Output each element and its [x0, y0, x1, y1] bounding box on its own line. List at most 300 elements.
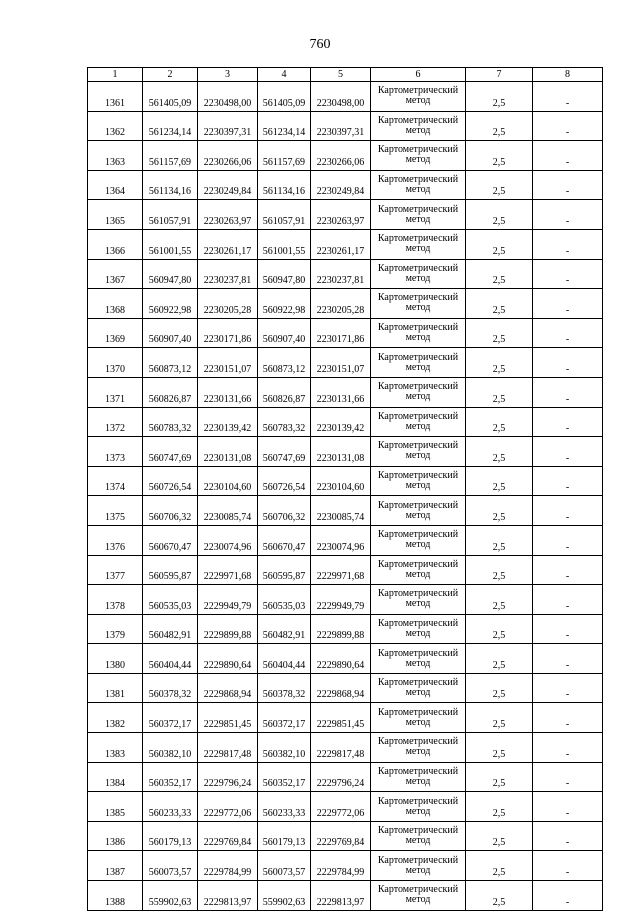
x-coordinate-alt-cell: 560670,47 — [258, 525, 311, 555]
x-coordinate-alt-cell: 561134,16 — [258, 170, 311, 200]
method-line-2: метод — [405, 420, 431, 432]
note-cell: - — [533, 585, 603, 615]
y-coordinate-cell: 2229817,48 — [198, 733, 258, 763]
note-cell: - — [533, 82, 603, 112]
table-row — [88, 851, 603, 881]
method-cell — [371, 851, 466, 881]
point-number-cell: 1376 — [88, 525, 143, 555]
y-coordinate-alt-cell: 2229949,79 — [311, 585, 371, 615]
point-number-cell: 1372 — [88, 407, 143, 437]
accuracy-cell: 2,5 — [466, 377, 533, 407]
y-coordinate-cell: 2230085,74 — [198, 496, 258, 526]
note-cell: - — [533, 555, 603, 585]
point-number-cell: 1375 — [88, 496, 143, 526]
y-coordinate-alt-cell: 2229796,24 — [311, 762, 371, 792]
method-line-1: Картометрический — [377, 262, 459, 274]
x-coordinate-alt-cell: 560352,17 — [258, 762, 311, 792]
point-number-cell: 1374 — [88, 466, 143, 496]
header-cell-1: 1 — [88, 68, 143, 82]
accuracy-cell: 2,5 — [466, 141, 533, 171]
y-coordinate-alt-cell: 2229784,99 — [311, 851, 371, 881]
header-cell-4: 4 — [258, 68, 311, 82]
point-number-cell: 1366 — [88, 229, 143, 259]
y-coordinate-alt-cell: 2229890,64 — [311, 644, 371, 674]
method-cell — [371, 200, 466, 230]
method-cell — [371, 259, 466, 289]
method-line-1: Картометрический — [377, 677, 459, 689]
x-coordinate-alt-cell: 560595,87 — [258, 555, 311, 585]
header-cell-7: 7 — [466, 68, 533, 82]
table-row — [88, 703, 603, 733]
x-coordinate-cell: 560595,87 — [143, 555, 198, 585]
method-cell — [371, 82, 466, 112]
point-number-cell: 1362 — [88, 111, 143, 141]
method-cell — [371, 289, 466, 319]
y-coordinate-alt-cell: 2229813,97 — [311, 881, 371, 911]
y-coordinate-cell: 2230397,31 — [198, 111, 258, 141]
method-line-1: Картометрический — [377, 470, 459, 482]
note-cell: - — [533, 881, 603, 911]
method-cell — [371, 644, 466, 674]
note-cell: - — [533, 792, 603, 822]
accuracy-cell: 2,5 — [466, 821, 533, 851]
method-line-2: метод — [405, 716, 431, 728]
accuracy-cell: 2,5 — [466, 644, 533, 674]
method-cell — [371, 733, 466, 763]
method-line-1: Картометрический — [377, 795, 459, 807]
note-cell: - — [533, 703, 603, 733]
accuracy-cell: 2,5 — [466, 792, 533, 822]
y-coordinate-cell: 2230171,86 — [198, 318, 258, 348]
note-cell: - — [533, 259, 603, 289]
table-row — [88, 377, 603, 407]
note-cell: - — [533, 200, 603, 230]
note-cell: - — [533, 466, 603, 496]
point-number-cell: 1387 — [88, 851, 143, 881]
note-cell: - — [533, 614, 603, 644]
x-coordinate-alt-cell: 561157,69 — [258, 141, 311, 171]
y-coordinate-cell: 2230074,96 — [198, 525, 258, 555]
note-cell: - — [533, 525, 603, 555]
table-row — [88, 792, 603, 822]
table-row — [88, 170, 603, 200]
table-row — [88, 289, 603, 319]
y-coordinate-cell: 2230498,00 — [198, 82, 258, 112]
header-cell-8: 8 — [533, 68, 603, 82]
y-coordinate-cell: 2229971,68 — [198, 555, 258, 585]
page-number: 760 — [309, 37, 331, 52]
y-coordinate-alt-cell: 2230131,66 — [311, 377, 371, 407]
table-row — [88, 437, 603, 467]
y-coordinate-alt-cell: 2229817,48 — [311, 733, 371, 763]
y-coordinate-cell: 2229899,88 — [198, 614, 258, 644]
method-cell — [371, 141, 466, 171]
accuracy-cell: 2,5 — [466, 851, 533, 881]
table-header — [88, 68, 603, 82]
point-number-cell: 1367 — [88, 259, 143, 289]
x-coordinate-alt-cell: 560706,32 — [258, 496, 311, 526]
method-line-2: метод — [405, 272, 431, 284]
y-coordinate-alt-cell: 2230498,00 — [311, 82, 371, 112]
x-coordinate-cell: 560726,54 — [143, 466, 198, 496]
method-line-2: метод — [405, 95, 431, 107]
table-row — [88, 881, 603, 911]
x-coordinate-cell: 560073,57 — [143, 851, 198, 881]
coordinates-table — [87, 67, 603, 911]
method-cell — [371, 229, 466, 259]
method-line-1: Картометрический — [377, 144, 459, 156]
x-coordinate-alt-cell: 560382,10 — [258, 733, 311, 763]
y-coordinate-alt-cell: 2229769,84 — [311, 821, 371, 851]
method-line-2: метод — [405, 480, 431, 492]
header-cell-2: 2 — [143, 68, 198, 82]
x-coordinate-alt-cell: 560747,69 — [258, 437, 311, 467]
accuracy-cell: 2,5 — [466, 881, 533, 911]
table-row — [88, 821, 603, 851]
accuracy-cell: 2,5 — [466, 259, 533, 289]
x-coordinate-cell: 560947,80 — [143, 259, 198, 289]
y-coordinate-cell: 2230205,28 — [198, 289, 258, 319]
method-line-1: Картометрический — [377, 233, 459, 245]
x-coordinate-alt-cell: 559902,63 — [258, 881, 311, 911]
x-coordinate-cell: 560233,33 — [143, 792, 198, 822]
x-coordinate-cell: 561134,16 — [143, 170, 198, 200]
y-coordinate-cell: 2229769,84 — [198, 821, 258, 851]
x-coordinate-cell: 560352,17 — [143, 762, 198, 792]
point-number-cell: 1381 — [88, 673, 143, 703]
method-line-1: Картометрический — [377, 351, 459, 363]
method-line-1: Картометрический — [377, 410, 459, 422]
note-cell: - — [533, 141, 603, 171]
note-cell: - — [533, 673, 603, 703]
y-coordinate-cell: 2230237,81 — [198, 259, 258, 289]
method-line-1: Картометрический — [377, 736, 459, 748]
x-coordinate-cell: 560747,69 — [143, 437, 198, 467]
method-cell — [371, 762, 466, 792]
table-row — [88, 614, 603, 644]
note-cell: - — [533, 318, 603, 348]
table-row — [88, 762, 603, 792]
y-coordinate-cell: 2230266,06 — [198, 141, 258, 171]
table-body — [88, 82, 603, 911]
accuracy-cell: 2,5 — [466, 348, 533, 378]
x-coordinate-cell: 560670,47 — [143, 525, 198, 555]
y-coordinate-alt-cell: 2230171,86 — [311, 318, 371, 348]
point-number-cell: 1386 — [88, 821, 143, 851]
y-coordinate-alt-cell: 2230085,74 — [311, 496, 371, 526]
method-line-2: метод — [405, 894, 431, 906]
method-line-1: Картометрический — [377, 617, 459, 629]
y-coordinate-cell: 2229890,64 — [198, 644, 258, 674]
table-row — [88, 318, 603, 348]
method-line-2: метод — [405, 805, 431, 817]
note-cell: - — [533, 377, 603, 407]
table-row — [88, 496, 603, 526]
accuracy-cell: 2,5 — [466, 585, 533, 615]
y-coordinate-alt-cell: 2230074,96 — [311, 525, 371, 555]
table-row — [88, 200, 603, 230]
method-line-2: метод — [405, 332, 431, 344]
point-number-cell: 1388 — [88, 881, 143, 911]
x-coordinate-alt-cell: 561405,09 — [258, 82, 311, 112]
x-coordinate-alt-cell: 560233,33 — [258, 792, 311, 822]
point-number-cell: 1370 — [88, 348, 143, 378]
x-coordinate-alt-cell: 560922,98 — [258, 289, 311, 319]
note-cell: - — [533, 496, 603, 526]
y-coordinate-alt-cell: 2230151,07 — [311, 348, 371, 378]
x-coordinate-alt-cell: 561234,14 — [258, 111, 311, 141]
y-coordinate-alt-cell: 2230397,31 — [311, 111, 371, 141]
y-coordinate-cell: 2229949,79 — [198, 585, 258, 615]
method-line-2: метод — [405, 657, 431, 669]
table-row — [88, 673, 603, 703]
x-coordinate-alt-cell: 560378,32 — [258, 673, 311, 703]
table-row — [88, 555, 603, 585]
point-number-cell: 1382 — [88, 703, 143, 733]
note-cell: - — [533, 407, 603, 437]
note-cell: - — [533, 229, 603, 259]
method-line-2: метод — [405, 539, 431, 551]
method-line-1: Картометрический — [377, 499, 459, 511]
method-cell — [371, 170, 466, 200]
point-number-cell: 1383 — [88, 733, 143, 763]
y-coordinate-alt-cell: 2230104,60 — [311, 466, 371, 496]
x-coordinate-alt-cell: 560826,87 — [258, 377, 311, 407]
accuracy-cell: 2,5 — [466, 673, 533, 703]
x-coordinate-alt-cell: 561057,91 — [258, 200, 311, 230]
x-coordinate-cell: 561057,91 — [143, 200, 198, 230]
method-cell — [371, 673, 466, 703]
method-line-1: Картометрический — [377, 854, 459, 866]
x-coordinate-cell: 560922,98 — [143, 289, 198, 319]
point-number-cell: 1363 — [88, 141, 143, 171]
x-coordinate-cell: 560783,32 — [143, 407, 198, 437]
accuracy-cell: 2,5 — [466, 614, 533, 644]
y-coordinate-cell: 2230151,07 — [198, 348, 258, 378]
header-cell-3: 3 — [198, 68, 258, 82]
table-row — [88, 585, 603, 615]
accuracy-cell: 2,5 — [466, 82, 533, 112]
table-row — [88, 525, 603, 555]
method-line-1: Картометрический — [377, 85, 459, 97]
x-coordinate-alt-cell: 560783,32 — [258, 407, 311, 437]
y-coordinate-cell: 2230131,08 — [198, 437, 258, 467]
x-coordinate-alt-cell: 560482,91 — [258, 614, 311, 644]
method-cell — [371, 348, 466, 378]
accuracy-cell: 2,5 — [466, 407, 533, 437]
method-line-2: метод — [405, 124, 431, 136]
x-coordinate-cell: 561405,09 — [143, 82, 198, 112]
y-coordinate-cell: 2229868,94 — [198, 673, 258, 703]
method-line-1: Картометрический — [377, 322, 459, 334]
method-line-1: Картометрический — [377, 558, 459, 570]
x-coordinate-cell: 560179,13 — [143, 821, 198, 851]
accuracy-cell: 2,5 — [466, 437, 533, 467]
method-cell — [371, 555, 466, 585]
method-line-1: Картометрический — [377, 825, 459, 837]
y-coordinate-alt-cell: 2230131,08 — [311, 437, 371, 467]
method-cell — [371, 792, 466, 822]
method-line-1: Картометрический — [377, 588, 459, 600]
x-coordinate-alt-cell: 560372,17 — [258, 703, 311, 733]
point-number-cell: 1369 — [88, 318, 143, 348]
y-coordinate-cell: 2230139,42 — [198, 407, 258, 437]
accuracy-cell: 2,5 — [466, 170, 533, 200]
note-cell: - — [533, 644, 603, 674]
y-coordinate-alt-cell: 2230263,97 — [311, 200, 371, 230]
y-coordinate-alt-cell: 2229971,68 — [311, 555, 371, 585]
header-cell-5: 5 — [311, 68, 371, 82]
note-cell: - — [533, 289, 603, 319]
note-cell: - — [533, 111, 603, 141]
method-cell — [371, 318, 466, 348]
y-coordinate-cell: 2229813,97 — [198, 881, 258, 911]
point-number-cell: 1384 — [88, 762, 143, 792]
note-cell: - — [533, 437, 603, 467]
method-line-2: метод — [405, 184, 431, 196]
method-line-2: метод — [405, 746, 431, 758]
method-line-1: Картометрический — [377, 381, 459, 393]
x-coordinate-cell: 560482,91 — [143, 614, 198, 644]
accuracy-cell: 2,5 — [466, 289, 533, 319]
x-coordinate-alt-cell: 560947,80 — [258, 259, 311, 289]
y-coordinate-alt-cell: 2230139,42 — [311, 407, 371, 437]
point-number-cell: 1380 — [88, 644, 143, 674]
x-coordinate-cell: 560404,44 — [143, 644, 198, 674]
table-row — [88, 229, 603, 259]
accuracy-cell: 2,5 — [466, 733, 533, 763]
method-line-1: Картометрический — [377, 440, 459, 452]
y-coordinate-cell: 2229772,06 — [198, 792, 258, 822]
point-number-cell: 1368 — [88, 289, 143, 319]
x-coordinate-cell: 559902,63 — [143, 881, 198, 911]
table-row — [88, 82, 603, 112]
note-cell: - — [533, 733, 603, 763]
y-coordinate-cell: 2229784,99 — [198, 851, 258, 881]
x-coordinate-cell: 560372,17 — [143, 703, 198, 733]
method-line-1: Картометрический — [377, 884, 459, 896]
table-row — [88, 644, 603, 674]
note-cell: - — [533, 170, 603, 200]
x-coordinate-cell: 560873,12 — [143, 348, 198, 378]
y-coordinate-alt-cell: 2230261,17 — [311, 229, 371, 259]
x-coordinate-alt-cell: 560726,54 — [258, 466, 311, 496]
y-coordinate-alt-cell: 2229868,94 — [311, 673, 371, 703]
x-coordinate-cell: 560826,87 — [143, 377, 198, 407]
point-number-cell: 1365 — [88, 200, 143, 230]
x-coordinate-cell: 560382,10 — [143, 733, 198, 763]
method-line-1: Картометрический — [377, 765, 459, 777]
x-coordinate-cell: 561234,14 — [143, 111, 198, 141]
note-cell: - — [533, 851, 603, 881]
y-coordinate-cell: 2230131,66 — [198, 377, 258, 407]
method-line-1: Картометрический — [377, 203, 459, 215]
method-line-1: Картометрический — [377, 529, 459, 541]
method-line-2: метод — [405, 361, 431, 373]
point-number-cell: 1364 — [88, 170, 143, 200]
method-line-2: метод — [405, 598, 431, 610]
header-row — [88, 68, 603, 82]
x-coordinate-cell: 561157,69 — [143, 141, 198, 171]
y-coordinate-cell: 2230249,84 — [198, 170, 258, 200]
method-line-2: метод — [405, 835, 431, 847]
method-cell — [371, 377, 466, 407]
method-line-2: метод — [405, 627, 431, 639]
method-line-2: метод — [405, 775, 431, 787]
x-coordinate-alt-cell: 561001,55 — [258, 229, 311, 259]
method-line-1: Картометрический — [377, 174, 459, 186]
table-row — [88, 259, 603, 289]
x-coordinate-alt-cell: 560907,40 — [258, 318, 311, 348]
method-line-2: метод — [405, 154, 431, 166]
x-coordinate-alt-cell: 560873,12 — [258, 348, 311, 378]
method-cell — [371, 614, 466, 644]
x-coordinate-cell: 560907,40 — [143, 318, 198, 348]
point-number-cell: 1378 — [88, 585, 143, 615]
table-row — [88, 141, 603, 171]
y-coordinate-alt-cell: 2230205,28 — [311, 289, 371, 319]
table-row — [88, 111, 603, 141]
table-row — [88, 348, 603, 378]
x-coordinate-alt-cell: 560535,03 — [258, 585, 311, 615]
x-coordinate-alt-cell: 560073,57 — [258, 851, 311, 881]
point-number-cell: 1377 — [88, 555, 143, 585]
method-cell — [371, 525, 466, 555]
y-coordinate-cell: 2229796,24 — [198, 762, 258, 792]
point-number-cell: 1371 — [88, 377, 143, 407]
y-coordinate-alt-cell: 2229899,88 — [311, 614, 371, 644]
y-coordinate-alt-cell: 2229772,06 — [311, 792, 371, 822]
method-line-2: метод — [405, 213, 431, 225]
y-coordinate-cell: 2230261,17 — [198, 229, 258, 259]
point-number-cell: 1379 — [88, 614, 143, 644]
method-cell — [371, 466, 466, 496]
table-row — [88, 407, 603, 437]
method-line-2: метод — [405, 391, 431, 403]
point-number-cell: 1373 — [88, 437, 143, 467]
method-line-2: метод — [405, 687, 431, 699]
method-line-1: Картометрический — [377, 706, 459, 718]
method-cell — [371, 496, 466, 526]
y-coordinate-alt-cell: 2230266,06 — [311, 141, 371, 171]
header-cell-6: 6 — [371, 68, 466, 82]
accuracy-cell: 2,5 — [466, 111, 533, 141]
point-number-cell: 1361 — [88, 82, 143, 112]
method-cell — [371, 881, 466, 911]
table-row — [88, 733, 603, 763]
y-coordinate-cell: 2229851,45 — [198, 703, 258, 733]
note-cell: - — [533, 821, 603, 851]
accuracy-cell: 2,5 — [466, 762, 533, 792]
accuracy-cell: 2,5 — [466, 525, 533, 555]
method-line-2: метод — [405, 243, 431, 255]
y-coordinate-alt-cell: 2229851,45 — [311, 703, 371, 733]
y-coordinate-alt-cell: 2230249,84 — [311, 170, 371, 200]
x-coordinate-alt-cell: 560404,44 — [258, 644, 311, 674]
note-cell: - — [533, 762, 603, 792]
table-row — [88, 466, 603, 496]
accuracy-cell: 2,5 — [466, 200, 533, 230]
point-number-cell: 1385 — [88, 792, 143, 822]
accuracy-cell: 2,5 — [466, 703, 533, 733]
x-coordinate-cell: 561001,55 — [143, 229, 198, 259]
method-cell — [371, 111, 466, 141]
accuracy-cell: 2,5 — [466, 555, 533, 585]
x-coordinate-cell: 560535,03 — [143, 585, 198, 615]
method-cell — [371, 585, 466, 615]
method-line-2: метод — [405, 568, 431, 580]
method-line-1: Картометрический — [377, 114, 459, 126]
